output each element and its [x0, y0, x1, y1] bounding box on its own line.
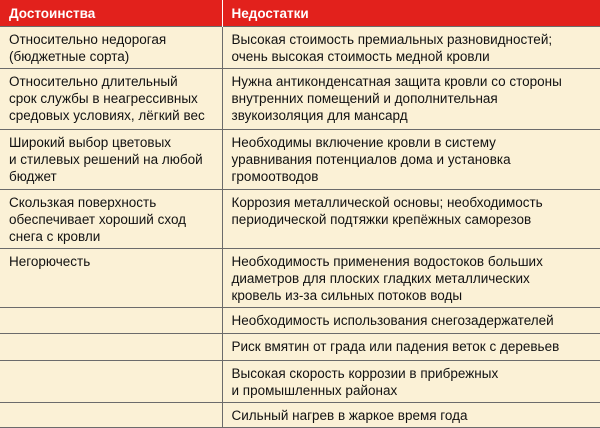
pros-cell: Относительно длительный срок службы в неагрессивных средовых условиях, лёгкий вес	[0, 69, 222, 130]
cons-cell: Сильный нагрев в жаркое время года	[222, 403, 600, 428]
pros-cell	[0, 308, 222, 334]
table-row	[0, 334, 600, 361]
cons-cell: Необходимость применения водостоков больших диаметров для плоских гладких металлических кровель из-за сильных потоков воды	[222, 249, 600, 308]
pros-cell: Скользкая поверхность обеспечивает хороший сход снега с кровли	[0, 190, 222, 249]
table-row	[0, 130, 600, 190]
cons-cell: Необходимость использования снегозадержателей	[222, 308, 600, 334]
cons-cell: Высокая скорость коррозии в прибрежных и промышленных районах	[222, 361, 600, 403]
cons-cell: Риск вмятин от града или падения веток с деревьев	[222, 334, 600, 361]
table-row	[0, 308, 600, 334]
pros-cell: Относительно недорогая (бюджетные сорта)	[0, 27, 222, 69]
pros-cell: Негорючесть	[0, 249, 222, 308]
cons-cell: Необходимы включение кровли в систему уравнивания потенциалов дома и установка громоотводов	[222, 130, 600, 190]
pros-cell: Широкий выбор цветовых и стилевых решений на любой бюджет	[0, 130, 222, 190]
table-row	[0, 403, 600, 428]
header-row	[0, 0, 600, 27]
pros-cell	[0, 334, 222, 361]
table-row	[0, 69, 600, 130]
header-cons: Недостатки	[222, 0, 600, 27]
pros-cell	[0, 403, 222, 428]
cons-cell: Коррозия металлической основы; необходимость периодической подтяжки крепёжных саморезов	[222, 190, 600, 249]
cons-cell: Нужна антиконденсатная защита кровли со стороны внутренних помещений и дополнительная звукоизоляция для мансард	[222, 69, 600, 130]
header-pros: Достоинства	[0, 0, 222, 27]
cons-cell: Высокая стоимость премиальных разновидностей; очень высокая стоимость медной кровли	[222, 27, 600, 69]
table-row	[0, 361, 600, 403]
table-row	[0, 190, 600, 249]
table-row	[0, 27, 600, 69]
pros-cell	[0, 361, 222, 403]
table-row	[0, 249, 600, 308]
